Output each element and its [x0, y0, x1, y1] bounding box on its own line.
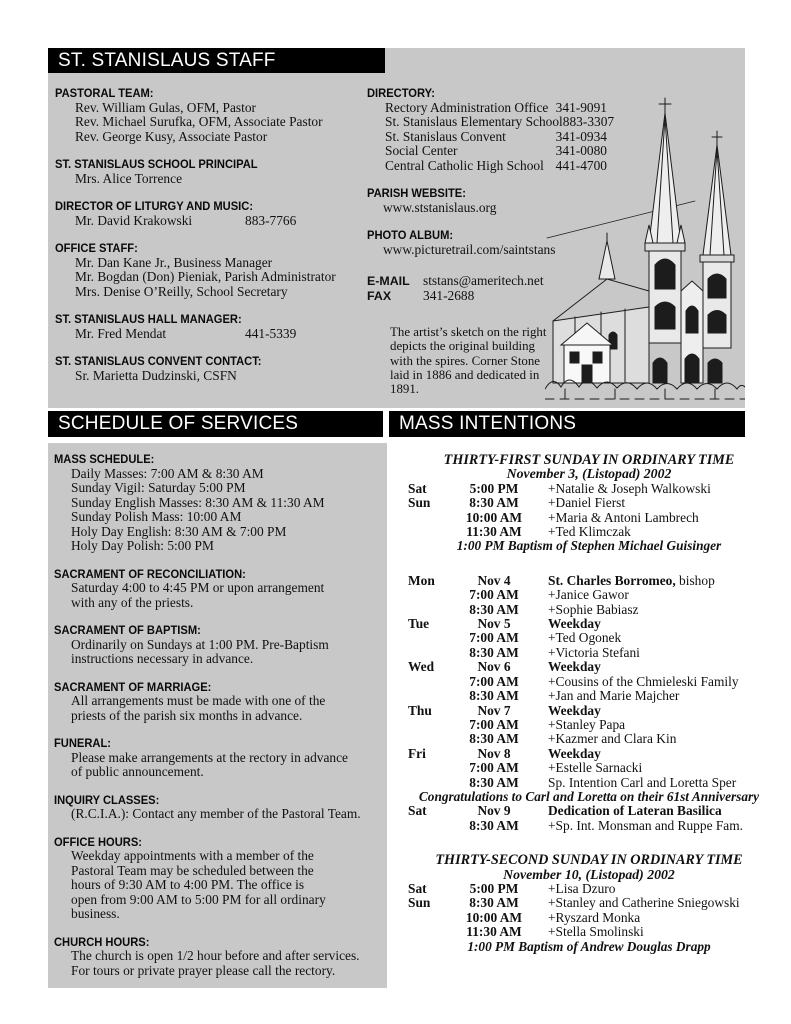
- email-address: ststans@ameritech.net: [423, 273, 544, 288]
- mass-intention-text: +Cousins of the Chmieleski Family: [548, 673, 739, 689]
- mass-baptism-note: 1:00 PM Baptism of Andrew Douglas Drapp: [467, 938, 711, 954]
- staff-line: [55, 130, 367, 145]
- section-heading: PASTORAL TEAM:: [55, 86, 154, 100]
- mass-intention-text: +Ted Klimczak: [548, 524, 631, 540]
- mass-week-title: THIRTY-SECOND SUNDAY IN ORDINARY TIME: [435, 852, 743, 869]
- mass-day: [408, 925, 448, 939]
- section-heading: INQUIRY CLASSES:: [54, 792, 160, 807]
- mass-intention-text: +Kazmer and Clara Kin: [548, 731, 677, 747]
- mass-intention-text: +Daniel Fierst: [548, 495, 626, 511]
- staff-left-column: [55, 86, 367, 383]
- staff-section: [55, 199, 367, 228]
- schedule-section: [54, 623, 381, 667]
- mass-intentions-panel: [390, 441, 788, 954]
- schedule-line: hours of 9:30 AM to 4:00 PM. The office is: [71, 877, 305, 892]
- section-heading: SACRAMENT OF BAPTISM:: [54, 623, 201, 637]
- staff-line: [55, 369, 367, 384]
- mass-day: [408, 776, 448, 790]
- schedule-section: [54, 793, 381, 822]
- directory-name: St. Stanislaus Elementary School: [385, 114, 563, 129]
- photo-album-heading: PHOTO ALBUM:: [367, 228, 454, 242]
- staff-line-text: Mrs. Denise O’Reilly, School Secretary: [75, 283, 288, 299]
- mass-day: [408, 631, 448, 645]
- mass-row: [390, 761, 788, 775]
- schedule-line: Sunday Polish Mass: 10:00 AM: [71, 509, 242, 524]
- section-heading: SACRAMENT OF RECONCILIATION:: [54, 566, 246, 581]
- mass-intention: [540, 704, 601, 718]
- section-heading: ST. STANISLAUS CONVENT CONTACT:: [55, 354, 262, 368]
- schedule-line: For tours or private prayer please call the rectory.: [71, 962, 336, 978]
- schedule-line: (R.C.I.A.): Contact any member of the Pastoral Team.: [71, 806, 361, 821]
- mass-day: [408, 911, 448, 925]
- schedule-line: The church is open 1/2 hour before and after services.: [71, 948, 360, 963]
- mass-time: 5:00 PM: [469, 880, 519, 896]
- sketch-caption-line: The artist’s sketch on the right: [390, 325, 547, 339]
- mass-time: 11:30 AM: [466, 524, 522, 540]
- mass-time: 10:00 AM: [465, 909, 523, 925]
- mass-row: [390, 646, 788, 660]
- mass-intention: [540, 819, 743, 833]
- mass-row: [390, 925, 788, 939]
- staff-section: [55, 312, 367, 341]
- mass-intention: [540, 747, 601, 761]
- mass-intention: [540, 482, 711, 496]
- staff-line-text: Sr. Marietta Dudzinski, CSFN: [75, 367, 237, 383]
- staff-line-text: Mr. Bogdan (Don) Pieniak, Parish Administrator: [75, 269, 336, 284]
- mass-day: [408, 525, 448, 539]
- mass-intention: [540, 804, 722, 818]
- directory-name: Social Center: [385, 143, 458, 158]
- directory-phone: 883-3307: [562, 114, 615, 129]
- mass-intention: [540, 646, 640, 660]
- mass-intention: [540, 675, 739, 689]
- staff-section: [55, 354, 367, 383]
- mass-intention-text: +Jan and Marie Majcher: [548, 688, 680, 704]
- mass-day: [408, 588, 448, 602]
- mass-congrats-line: Congratulations to Carl and Loretta on their 61st Anniversary: [418, 788, 760, 804]
- mass-intention: [540, 718, 625, 732]
- staff-line: [55, 101, 367, 116]
- mass-time: 5:00 PM: [469, 480, 519, 496]
- mass-row: [390, 882, 788, 896]
- schedule-line: instructions necessary in advance.: [71, 651, 254, 666]
- directory-name: St. Stanislaus Convent: [385, 128, 506, 144]
- schedule-line: All arrangements must be made with one of the: [71, 693, 326, 708]
- staff-line-text: Mr. Fred Mendat: [75, 325, 167, 341]
- mass-day: Sat: [408, 803, 427, 819]
- staff-section-banner: ST. STANISLAUS STAFF: [48, 48, 385, 73]
- schedule-line: Weekday appointments with a member of the: [71, 848, 314, 863]
- section-heading: FUNERAL:: [54, 736, 111, 750]
- mass-intention-text: +Maria & Antoni Lambrech: [548, 509, 699, 525]
- mass-time: 8:30 AM: [469, 774, 519, 790]
- mass-intention: [540, 496, 625, 510]
- mass-time: Nov 8: [477, 745, 511, 761]
- sketch-caption-line: 1891.: [390, 382, 420, 397]
- section-heading: OFFICE HOURS:: [54, 834, 142, 849]
- schedule-section: [54, 452, 381, 554]
- section-heading: CHURCH HOURS:: [54, 934, 150, 949]
- mass-row: [390, 718, 788, 732]
- mass-time: 11:30 AM: [466, 924, 522, 940]
- mass-day: [408, 646, 448, 660]
- staff-line: [55, 214, 367, 229]
- mass-intention-text: +Natalie & Joseph Walkowski: [548, 480, 711, 496]
- mass-intention: [540, 882, 615, 896]
- mass-intention: [540, 689, 679, 703]
- mass-day: [408, 603, 448, 617]
- staff-line-text: Rev. George Kusy, Associate Pastor: [75, 128, 268, 144]
- mass-time: 8:30 AM: [469, 601, 519, 617]
- mass-week-title: THIRTY-FIRST SUNDAY IN ORDINARY TIME: [443, 452, 735, 468]
- mass-day: [408, 718, 448, 732]
- schedule-line: with any of the priests.: [71, 594, 194, 610]
- mass-intention-text: +Sp. Int. Monsman and Ruppe Fam.: [548, 817, 744, 833]
- mass-row: [390, 911, 788, 925]
- mass-time: 7:00 AM: [469, 716, 519, 732]
- church-sketch-illustration: [545, 93, 745, 405]
- mass-row: [390, 496, 788, 510]
- mass-intention: [540, 925, 644, 939]
- mass-time: Nov 5: [477, 616, 511, 632]
- mass-time: 10:00 AM: [465, 509, 523, 525]
- mass-feast: St. Charles Borromeo,: [548, 572, 676, 588]
- staff-line-text: Mr. David Krakowski: [75, 212, 193, 228]
- mass-day: [408, 761, 448, 775]
- sketch-caption-line: with the spires. Corner Stone: [390, 353, 541, 368]
- spacer: [390, 833, 788, 853]
- staff-line-text: Mrs. Alice Torrence: [75, 170, 183, 186]
- mass-row: [390, 574, 788, 588]
- schedule-section: [54, 680, 381, 724]
- mass-feast: Dedication of Lateran Basilica: [548, 803, 722, 819]
- mass-row: [390, 704, 788, 718]
- section-heading: OFFICE STAFF:: [55, 241, 138, 255]
- schedule-line: open from 9:00 AM to 5:00 PM for all ordinary: [71, 891, 326, 907]
- staff-section: [55, 86, 367, 144]
- mass-row: [390, 660, 788, 674]
- mass-day: Sat: [408, 880, 427, 896]
- staff-section: [55, 157, 367, 186]
- schedule-line: of public announcement.: [71, 764, 204, 779]
- mass-time: 7:00 AM: [469, 760, 519, 776]
- mass-row: [390, 588, 788, 602]
- mass-day: Sat: [408, 480, 427, 496]
- mass-time: 7:00 AM: [469, 673, 519, 689]
- parish-website-heading: PARISH WEBSITE:: [367, 186, 466, 200]
- schedule-line: Saturday 4:00 to 4:45 PM or upon arrangement: [71, 580, 325, 595]
- mass-day: [408, 689, 448, 703]
- directory-phone: 441-4700: [555, 157, 607, 173]
- parish-website-url: www.ststanislaus.org: [383, 199, 497, 215]
- mass-week-date: November 10, (Listopad) 2002: [503, 866, 675, 882]
- spacer: [390, 554, 788, 574]
- staff-line: [55, 270, 367, 285]
- mass-intention-text: Sp. Intention Carl and Loretta Sper: [548, 774, 737, 790]
- mass-feast: Weekday: [548, 659, 601, 675]
- mass-row: [390, 617, 788, 631]
- mass-time: Nov 6: [477, 659, 511, 675]
- mass-time: 8:30 AM: [469, 817, 519, 833]
- mass-row: [390, 603, 788, 617]
- mass-time: 8:30 AM: [469, 644, 519, 660]
- phone-number: 441-5339: [245, 325, 297, 341]
- mass-intention-text: +Stella Smolinski: [548, 924, 644, 940]
- mass-baptism-note: 1:00 PM Baptism of Stephen Michael Guisinger: [456, 538, 722, 554]
- mass-week-date: November 3, (Listopad) 2002: [506, 466, 672, 482]
- mass-row: [390, 747, 788, 761]
- mass-intention: [540, 574, 715, 588]
- mass-row: [390, 819, 788, 833]
- mass-row: [390, 675, 788, 689]
- schedule-section: [54, 835, 381, 922]
- mass-intention-text: +Lisa Dzuro: [548, 880, 616, 896]
- mass-time: Nov 7: [477, 702, 511, 718]
- mass-intention: [540, 896, 740, 910]
- schedule-line: Daily Masses: 7:00 AM & 8:30 AM: [71, 465, 264, 481]
- schedule-line: Sunday English Masses: 8:30 AM & 11:30 AM: [71, 494, 325, 510]
- mass-intention: [540, 732, 676, 746]
- mass-row: [390, 776, 788, 790]
- schedule-section: [54, 935, 381, 979]
- mass-day: Thu: [408, 702, 432, 718]
- staff-panel: [48, 48, 745, 408]
- section-heading: DIRECTOR OF LITURGY AND MUSIC:: [55, 199, 254, 213]
- schedule-panel: [48, 443, 387, 988]
- mass-intention-text: +Janice Gawor: [548, 587, 629, 603]
- staff-line: [55, 327, 367, 342]
- mass-intention: [540, 525, 631, 539]
- mass-intention-text: +Stanley and Catherine Sniegowski: [548, 895, 740, 911]
- directory-phone: 341-9091: [555, 99, 607, 115]
- mass-day: Sun: [408, 495, 431, 511]
- mass-day: Mon: [408, 572, 435, 588]
- mass-intention: [540, 588, 629, 602]
- mass-intention: [540, 617, 601, 631]
- schedule-line: Please make arrangements at the rectory in advance: [71, 749, 348, 765]
- mass-feast: Weekday: [548, 616, 601, 632]
- schedule-section: [54, 567, 381, 611]
- mass-time: 8:30 AM: [469, 495, 519, 511]
- fax-label: FAX: [367, 288, 392, 303]
- staff-line-text: Rev. William Gulas, OFM, Pastor: [75, 99, 256, 115]
- mass-intention: [540, 660, 601, 674]
- mass-time: 8:30 AM: [469, 688, 519, 704]
- directory-name: Rectory Administration Office: [385, 99, 549, 115]
- mass-intentions-banner: MASS INTENTIONS: [389, 411, 745, 437]
- mass-row: [390, 896, 788, 910]
- mass-row: [390, 511, 788, 525]
- mass-day: [408, 732, 448, 746]
- mass-intention-text: +Estelle Sarnacki: [548, 760, 643, 776]
- mass-time: 7:00 AM: [469, 630, 519, 646]
- staff-line: [55, 172, 367, 187]
- mass-row: [390, 804, 788, 818]
- staff-section: [55, 241, 367, 299]
- mass-intention: [540, 911, 640, 925]
- schedule-line: Sunday Vigil: Saturday 5:00 PM: [71, 480, 246, 495]
- mass-day: Wed: [408, 659, 435, 675]
- sketch-caption-line: laid in 1886 and dedicated in: [390, 367, 540, 382]
- directory-phone: 341-0080: [555, 143, 607, 158]
- mass-intention-text: bishop: [675, 572, 715, 588]
- fax-number: 341-2688: [423, 287, 475, 303]
- schedule-line: Ordinarily on Sundays at 1:00 PM. Pre-Baptism: [71, 636, 329, 652]
- mass-time: 7:00 AM: [469, 587, 519, 603]
- staff-line-text: Mr. Dan Kane Jr., Business Manager: [75, 254, 273, 270]
- staff-line: [55, 256, 367, 271]
- schedule-line: Holy Day Polish: 5:00 PM: [71, 538, 214, 553]
- sketch-caption-line: depicts the original building: [390, 339, 535, 354]
- mass-intention: [540, 511, 699, 525]
- mass-row: [390, 631, 788, 645]
- phone-number: 883-7766: [245, 212, 297, 228]
- mass-day: [408, 675, 448, 689]
- mass-day: [408, 819, 448, 833]
- photo-album-url: www.picturetrail.com/saintstans: [383, 241, 556, 257]
- mass-feast: Weekday: [548, 702, 601, 718]
- schedule-section: [54, 736, 381, 780]
- directory-name: Central Catholic High School: [385, 157, 544, 173]
- schedule-line: priests of the parish six months in advance.: [71, 707, 303, 723]
- section-heading: ST. STANISLAUS SCHOOL PRINCIPAL: [55, 157, 258, 171]
- mass-day: Tue: [408, 616, 430, 632]
- section-heading: ST. STANISLAUS HALL MANAGER:: [55, 312, 242, 326]
- schedule-line: business.: [71, 906, 120, 921]
- schedule-section-banner: SCHEDULE OF SERVICES: [48, 411, 383, 437]
- email-label: E-MAIL: [367, 274, 410, 288]
- mass-intention-text: +Sophie Babiasz: [548, 601, 639, 617]
- mass-intention: [540, 603, 639, 617]
- mass-day: Sun: [408, 895, 431, 911]
- mass-intention: [540, 631, 621, 645]
- schedule-line: Pastoral Team may be scheduled between the: [71, 862, 314, 878]
- mass-intention: [540, 776, 736, 790]
- directory-heading: DIRECTORY:: [367, 86, 435, 100]
- mass-time: Nov 9: [477, 803, 511, 819]
- mass-row: [390, 482, 788, 496]
- mass-time: 8:30 AM: [469, 895, 519, 911]
- mass-row: [390, 732, 788, 746]
- directory-phone: 341-0934: [555, 128, 607, 144]
- mass-time: Nov 4: [477, 572, 511, 588]
- staff-line-text: Rev. Michael Surufka, OFM, Associate Pastor: [75, 114, 323, 129]
- section-heading: MASS SCHEDULE:: [54, 452, 155, 466]
- mass-intention-text: +Ted Ogonek: [548, 630, 622, 646]
- schedule-line: Holy Day English: 8:30 AM & 7:00 PM: [71, 523, 287, 539]
- mass-time: 8:30 AM: [469, 731, 519, 747]
- section-heading: SACRAMENT OF MARRIAGE:: [54, 679, 212, 694]
- mass-intention-text: +Stanley Papa: [548, 716, 626, 732]
- mass-feast: Weekday: [548, 745, 601, 761]
- mass-row: [390, 689, 788, 703]
- mass-intention: [540, 761, 642, 775]
- mass-row: [390, 525, 788, 539]
- staff-line: [55, 115, 367, 130]
- mass-day: [408, 511, 448, 525]
- mass-intention-text: +Ryszard Monka: [548, 909, 641, 925]
- mass-intention-text: +Victoria Stefani: [548, 644, 640, 660]
- staff-line: [55, 285, 367, 300]
- mass-day: Fri: [408, 745, 426, 761]
